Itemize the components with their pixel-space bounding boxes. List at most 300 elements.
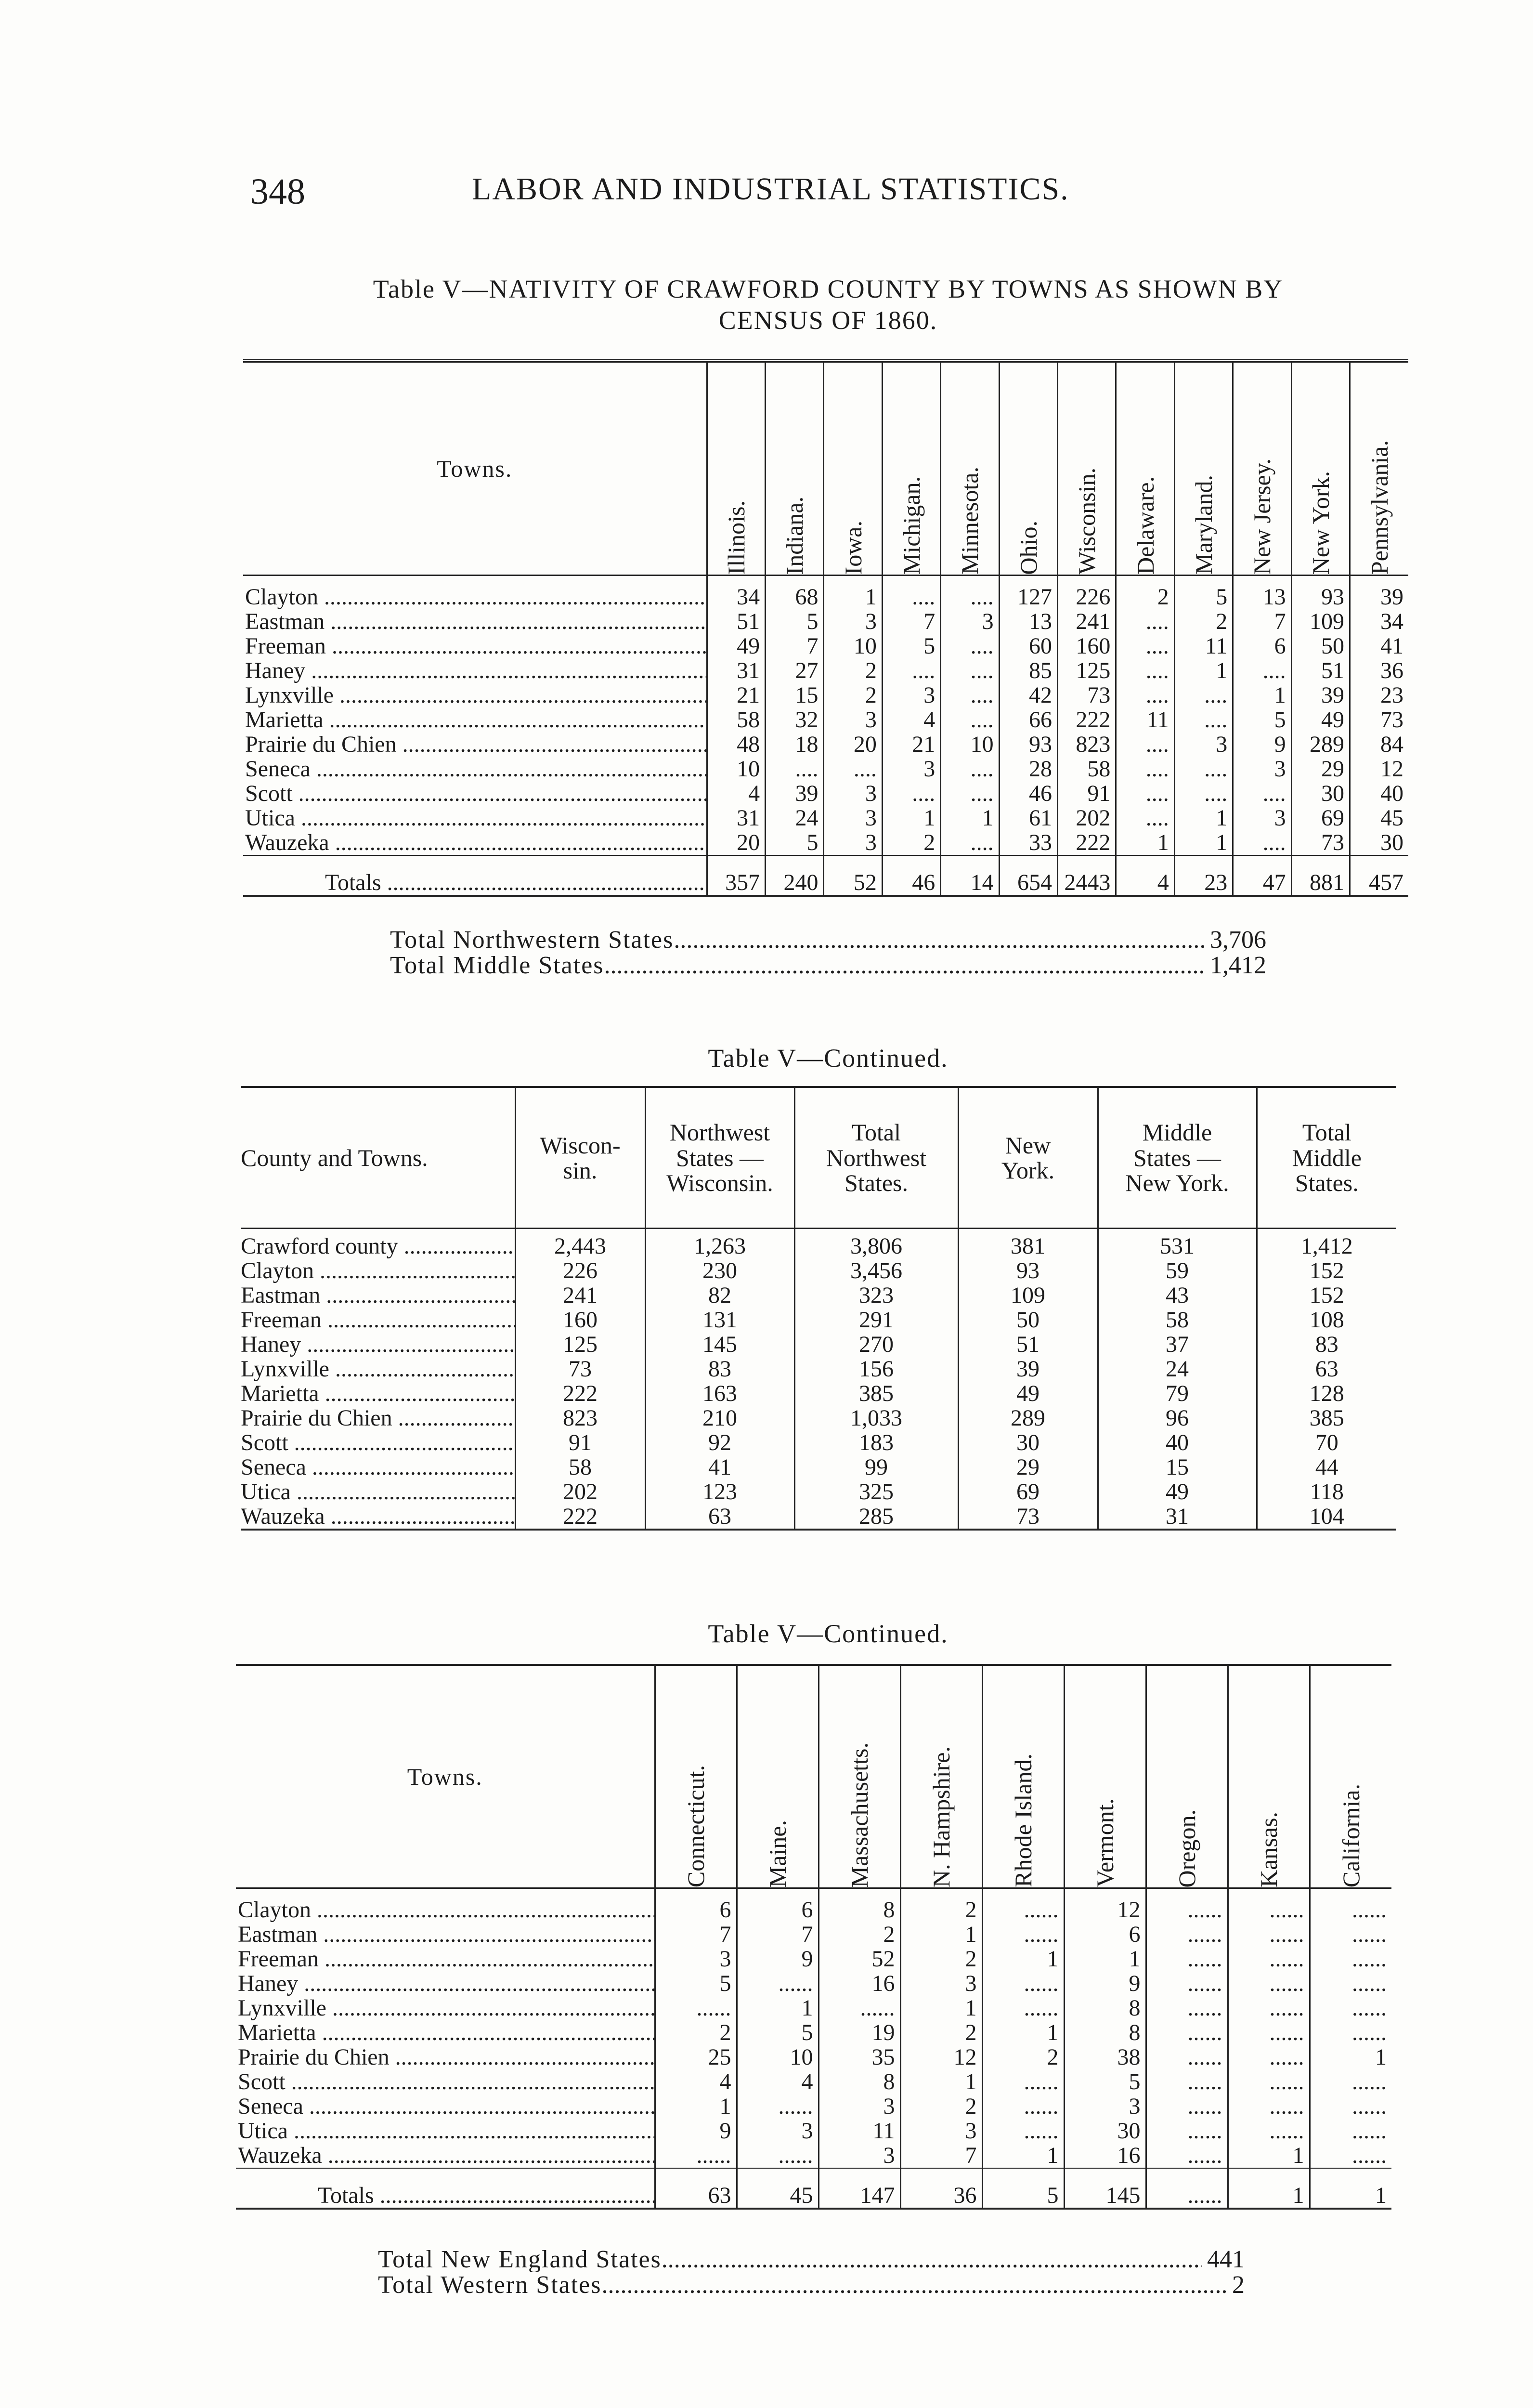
table-cell: 823 <box>515 1406 645 1430</box>
table-cell: 18 <box>766 732 824 757</box>
table-cell: ...... <box>1146 1898 1228 1922</box>
table-cell: 6 <box>737 1898 818 1922</box>
table-cell: 10 <box>941 732 999 757</box>
row-label-text: Lynxville <box>245 683 334 707</box>
table-cell: 84 <box>1350 732 1408 757</box>
table-row <box>241 1406 1396 1430</box>
table-cell: 69 <box>1291 806 1350 830</box>
table-cell: 1 <box>737 1996 818 2020</box>
table-cell: 25 <box>655 2045 737 2069</box>
table-cell: 3 <box>900 1971 982 1996</box>
table-cell: 7 <box>737 1922 818 1947</box>
column-header-label: Wisconsin. <box>1073 468 1101 575</box>
table-cell: 881 <box>1291 855 1350 896</box>
row-label-text: Lynxville <box>238 1996 326 2020</box>
table-cell: 226 <box>1058 585 1116 609</box>
table-row <box>243 806 1408 830</box>
table-row <box>236 1898 1391 1922</box>
summary-row <box>390 953 1266 978</box>
table-cell: ...... <box>982 1922 1064 1947</box>
leader-dots <box>311 1898 655 1922</box>
table-cell: 6 <box>1064 1922 1146 1947</box>
column-header <box>941 361 999 576</box>
table-cell: 230 <box>645 1258 794 1283</box>
summary-label-wrap <box>378 2247 1202 2272</box>
column-header <box>999 361 1057 576</box>
table-cell: 241 <box>1058 609 1116 634</box>
summary-label-wrap <box>390 953 1205 978</box>
row-label-cell <box>241 1357 515 1381</box>
table3-summary <box>378 2247 1245 2298</box>
table-row <box>243 585 1408 609</box>
table-cell: 531 <box>1098 1234 1257 1258</box>
leader-dots <box>311 757 707 781</box>
table-cell: 357 <box>707 855 765 896</box>
table-cell: 3,456 <box>794 1258 958 1283</box>
table-cell: 128 <box>1257 1381 1396 1406</box>
table-cell: 50 <box>958 1308 1098 1332</box>
table-cell: 58 <box>1098 1308 1257 1332</box>
column-header-label: Connecticut. <box>682 1765 709 1887</box>
table-cell: 127 <box>999 585 1057 609</box>
table3 <box>236 1664 1391 2210</box>
table-cell: .... <box>941 634 999 658</box>
table-cell: 45 <box>1350 806 1408 830</box>
table-cell: 73 <box>1350 707 1408 732</box>
column-header <box>818 1665 900 1888</box>
column-header <box>1228 1665 1310 1888</box>
table-cell: 4 <box>1116 855 1174 896</box>
table-cell: 4 <box>737 2069 818 2094</box>
table-cell: 83 <box>645 1357 794 1381</box>
table-cell: 69 <box>958 1479 1098 1504</box>
column-header <box>766 361 824 576</box>
table-cell: 202 <box>1058 806 1116 830</box>
table-cell: 93 <box>1291 585 1350 609</box>
column-header-label: Michigan. <box>898 476 925 575</box>
column-header <box>1116 361 1174 576</box>
table-cell: 147 <box>818 2168 900 2209</box>
column-header: Wiscon- sin. <box>515 1087 645 1229</box>
table-cell: 3 <box>1064 2094 1146 2119</box>
table-cell: ...... <box>737 1971 818 1996</box>
leader-dots <box>374 2183 655 2208</box>
table-cell: 23 <box>1174 855 1233 896</box>
table-row <box>236 1947 1391 1971</box>
table-cell: 3 <box>824 707 882 732</box>
table-cell: 104 <box>1257 1504 1396 1530</box>
summary-label: Total Northwestern States <box>390 927 674 953</box>
table1-grid <box>243 359 1408 897</box>
table-cell: ...... <box>1228 2045 1310 2069</box>
table-cell: 1 <box>900 2069 982 2094</box>
table-cell: 73 <box>515 1357 645 1381</box>
table-cell: 1 <box>1174 806 1233 830</box>
table-cell: 42 <box>999 683 1057 707</box>
table-cell: 5 <box>766 830 824 855</box>
table-cell: 183 <box>794 1430 958 1455</box>
table-cell: 3 <box>737 2119 818 2143</box>
table-cell: 7 <box>1233 609 1291 634</box>
table-cell: 15 <box>1098 1455 1257 1479</box>
column-header <box>1174 361 1233 576</box>
table-cell: 222 <box>1058 707 1116 732</box>
table-cell: 6 <box>655 1898 737 1922</box>
table-cell: 30 <box>1064 2119 1146 2143</box>
table-cell: 73 <box>958 1504 1098 1530</box>
table-cell: 2 <box>900 2094 982 2119</box>
column-header-label: Massachusetts. <box>846 1742 873 1887</box>
table-row <box>243 830 1408 855</box>
leader-dots <box>397 732 707 757</box>
table-cell: 5 <box>655 1971 737 1996</box>
leader-dots <box>317 1922 655 1947</box>
table-cell: 160 <box>515 1308 645 1332</box>
table-cell: 61 <box>999 806 1057 830</box>
row-label-text: Freeman <box>245 634 326 658</box>
column-header-label: New Jersey. <box>1248 458 1276 575</box>
row-label-text: Haney <box>238 1971 299 1996</box>
table-cell: 36 <box>1350 658 1408 683</box>
table-cell: 240 <box>766 855 824 896</box>
table-cell: 7 <box>766 634 824 658</box>
table-cell: 1 <box>882 806 940 830</box>
table-cell: 30 <box>958 1430 1098 1455</box>
row-label-text: Eastman <box>238 1922 318 1947</box>
column-header: Total Northwest States. <box>794 1087 958 1229</box>
table-row <box>243 757 1408 781</box>
table-cell: ...... <box>1310 1971 1391 1996</box>
table-cell: 160 <box>1058 634 1116 658</box>
leader-dots <box>322 2143 655 2168</box>
summary-label-wrap <box>390 927 1205 953</box>
table-cell: .... <box>941 757 999 781</box>
row-label-cell <box>241 1308 515 1332</box>
table-cell: ...... <box>1146 2143 1228 2168</box>
leader-dots <box>318 585 707 609</box>
table-cell: .... <box>941 683 999 707</box>
table-cell: ...... <box>1228 1898 1310 1922</box>
table-row <box>236 2143 1391 2168</box>
table-cell: 5 <box>766 609 824 634</box>
leader-dots <box>314 1258 515 1283</box>
table-cell: 5 <box>1174 585 1233 609</box>
leader-dots <box>322 1308 515 1332</box>
row-label <box>236 2143 655 2168</box>
table-cell: 73 <box>1058 683 1116 707</box>
column-header-label: California. <box>1337 1783 1364 1887</box>
table-cell: 63 <box>655 2168 737 2209</box>
summary-label: Total Western States <box>378 2272 602 2298</box>
table-row <box>241 1479 1396 1504</box>
row-label: Haney <box>241 1332 301 1357</box>
leader-dots <box>334 683 707 707</box>
table-cell: 2443 <box>1058 855 1116 896</box>
table-cell: 3 <box>824 806 882 830</box>
table-cell: 2 <box>900 1947 982 1971</box>
table-cell: .... <box>941 585 999 609</box>
row-label-text: Scott <box>245 781 293 806</box>
column-header-label: Oregon. <box>1173 1809 1200 1887</box>
table-cell: 44 <box>1257 1455 1396 1479</box>
table-cell: 1 <box>900 1922 982 1947</box>
table-cell: .... <box>1174 707 1233 732</box>
leader-dots <box>306 1455 515 1479</box>
table-cell: 1 <box>982 1947 1064 1971</box>
table-cell: 63 <box>645 1504 794 1530</box>
table-cell: 12 <box>1064 1898 1146 1922</box>
table-cell: 49 <box>707 634 765 658</box>
table-cell: 202 <box>515 1479 645 1504</box>
table-cell: .... <box>882 658 940 683</box>
leader-dots <box>326 1996 655 2020</box>
table-cell: 323 <box>794 1283 958 1308</box>
row-label <box>243 830 707 855</box>
column-header <box>1310 1665 1391 1888</box>
row-label-cell <box>241 1455 515 1479</box>
leader-dots <box>662 2247 1202 2272</box>
table-cell: ...... <box>1228 1996 1310 2020</box>
column-header-label: N. Hampshire. <box>928 1746 955 1887</box>
table-cell: 52 <box>818 1947 900 1971</box>
table-row <box>241 1308 1396 1332</box>
stub-header: County and Towns. <box>241 1087 515 1229</box>
table-cell: 39 <box>958 1357 1098 1381</box>
table-row <box>241 1283 1396 1308</box>
table-cell: 30 <box>1350 830 1408 855</box>
table-cell: 156 <box>794 1357 958 1381</box>
table-cell: ...... <box>655 1996 737 2020</box>
row-label-cell <box>241 1234 515 1258</box>
row-label <box>236 1971 655 1996</box>
table-cell: ...... <box>1146 2119 1228 2143</box>
table-cell: 2 <box>824 683 882 707</box>
column-header-label: Vermont. <box>1091 1798 1118 1887</box>
table-cell: 457 <box>1350 855 1408 896</box>
column-header-label: Minnesota. <box>956 467 984 575</box>
table-cell: 108 <box>1257 1308 1396 1332</box>
row-label-text: Marietta <box>238 2020 316 2045</box>
table-cell: 33 <box>999 830 1057 855</box>
table-cell: 222 <box>515 1504 645 1530</box>
leader-dots <box>303 2094 655 2119</box>
column-header-label: Rhode Island. <box>1010 1754 1037 1887</box>
table-cell: ...... <box>1146 2045 1228 2069</box>
table-cell: 20 <box>824 732 882 757</box>
table-cell: ...... <box>1228 1971 1310 1996</box>
row-label <box>243 855 707 896</box>
row-label-text: Clayton <box>245 585 318 609</box>
table-row <box>236 2069 1391 2094</box>
row-label-text: Marietta <box>245 707 324 732</box>
column-header-label: Iowa. <box>839 520 867 575</box>
column-header-label: New York. <box>1307 471 1334 575</box>
table-cell: 152 <box>1257 1258 1396 1283</box>
table-cell: 125 <box>515 1332 645 1357</box>
table-cell: ...... <box>1310 2094 1391 2119</box>
table-row <box>241 1504 1396 1530</box>
row-label-cell <box>241 1406 515 1430</box>
table-cell: 285 <box>794 1504 958 1530</box>
column-header <box>1350 361 1408 576</box>
table-row <box>243 609 1408 634</box>
table-cell: 23 <box>1350 683 1408 707</box>
leader-dots <box>329 830 707 855</box>
table-cell: 325 <box>794 1479 958 1504</box>
table-cell: 79 <box>1098 1381 1257 1406</box>
table-cell: 226 <box>515 1258 645 1283</box>
table-cell: 5 <box>982 2168 1064 2209</box>
table-cell: 145 <box>1064 2168 1146 2209</box>
column-header <box>737 1665 818 1888</box>
table-cell: 1 <box>941 806 999 830</box>
summary-row <box>390 927 1266 953</box>
table-cell: 3 <box>824 781 882 806</box>
table-cell: 58 <box>707 707 765 732</box>
row-label-text: Prairie du Chien <box>245 732 397 757</box>
table-row <box>241 1258 1396 1283</box>
table-cell: 3 <box>824 830 882 855</box>
table-cell: 2,443 <box>515 1234 645 1258</box>
row-label-text: Seneca <box>238 2094 303 2119</box>
row-label-text: Seneca <box>245 757 311 781</box>
leader-dots <box>392 1406 515 1430</box>
table-cell: 31 <box>707 658 765 683</box>
table-cell: ...... <box>1228 1922 1310 1947</box>
table-cell: 40 <box>1098 1430 1257 1455</box>
table-row <box>243 732 1408 757</box>
table-row <box>243 707 1408 732</box>
row-label-text: Eastman <box>245 609 325 634</box>
table-cell: 92 <box>645 1430 794 1455</box>
column-header <box>982 1665 1064 1888</box>
table-cell: 32 <box>766 707 824 732</box>
table-cell: 11 <box>818 2119 900 2143</box>
table-cell: .... <box>1233 830 1291 855</box>
table-cell: ...... <box>1228 2020 1310 2045</box>
table-cell: 1 <box>1310 2045 1391 2069</box>
table-cell: 14 <box>941 855 999 896</box>
table-cell: 91 <box>515 1430 645 1455</box>
table-row <box>243 634 1408 658</box>
row-label <box>236 1947 655 1971</box>
row-label-cell <box>241 1381 515 1406</box>
table-cell: 39 <box>1350 585 1408 609</box>
table-cell: 96 <box>1098 1406 1257 1430</box>
row-label: Prairie du Chien <box>241 1406 392 1430</box>
table-cell: .... <box>766 757 824 781</box>
table-row <box>236 1996 1391 2020</box>
column-header <box>824 361 882 576</box>
table-cell: 1 <box>1228 2143 1310 2168</box>
table-cell: 68 <box>766 585 824 609</box>
table-cell: ...... <box>1310 1898 1391 1922</box>
page-number: 348 <box>250 171 305 212</box>
table-row <box>243 781 1408 806</box>
row-label-text: Wauzeka <box>245 830 329 855</box>
table-cell: 31 <box>1098 1504 1257 1530</box>
table-cell: 9 <box>1064 1971 1146 1996</box>
table-cell: 46 <box>999 781 1057 806</box>
table-row <box>241 1332 1396 1357</box>
row-label <box>243 658 707 683</box>
leader-dots <box>305 658 707 683</box>
table-cell: ...... <box>1228 1947 1310 1971</box>
table-cell: 8 <box>1064 1996 1146 2020</box>
row-label-text: Scott <box>238 2069 286 2094</box>
leader-dots <box>325 1504 515 1529</box>
column-header-label: Illinois. <box>722 500 750 575</box>
table-cell: ...... <box>1146 2094 1228 2119</box>
table-cell: 35 <box>818 2045 900 2069</box>
stub-header: Towns. <box>243 361 707 576</box>
leader-dots <box>293 781 707 806</box>
row-label-cell <box>241 1332 515 1357</box>
row-label: Eastman <box>241 1283 321 1308</box>
column-header <box>1146 1665 1228 1888</box>
table-cell: 163 <box>645 1381 794 1406</box>
table-cell: 5 <box>1233 707 1291 732</box>
table-row <box>241 1357 1396 1381</box>
table-cell: ...... <box>982 2094 1064 2119</box>
table1-caption-line1: Table V—NATIVITY OF CRAWFORD COUNTY BY TOWNS AS SHOWN BY <box>373 275 1284 303</box>
row-label <box>236 2094 655 2119</box>
column-header-label: Maryland. <box>1190 475 1217 575</box>
table-cell: 49 <box>958 1381 1098 1406</box>
row-label <box>236 2168 655 2209</box>
table-cell: ...... <box>1146 2069 1228 2094</box>
table-cell: 2 <box>818 1922 900 1947</box>
table-cell: 19 <box>818 2020 900 2045</box>
table-cell: ...... <box>1146 1996 1228 2020</box>
table-cell: 50 <box>1291 634 1350 658</box>
row-label <box>243 585 707 609</box>
table-cell: 3 <box>882 757 940 781</box>
column-header <box>1064 1665 1146 1888</box>
column-header <box>1291 361 1350 576</box>
table-cell: 46 <box>882 855 940 896</box>
table-cell: ...... <box>1146 2020 1228 2045</box>
table-cell: 270 <box>794 1332 958 1357</box>
table-cell: 16 <box>1064 2143 1146 2168</box>
table1 <box>243 359 1408 897</box>
row-label <box>236 1922 655 1947</box>
table-cell: 29 <box>958 1455 1098 1479</box>
table-cell: 2 <box>900 1898 982 1922</box>
table2 <box>241 1086 1396 1531</box>
table-cell: 49 <box>1098 1479 1257 1504</box>
summary-row <box>378 2272 1245 2298</box>
table-cell: 37 <box>1098 1332 1257 1357</box>
table-cell: 13 <box>1233 585 1291 609</box>
table-cell: ...... <box>1228 2094 1310 2119</box>
row-label-cell <box>241 1430 515 1455</box>
table-cell: 222 <box>515 1381 645 1406</box>
table-cell: 10 <box>707 757 765 781</box>
table-cell: .... <box>824 757 882 781</box>
table-cell: 6 <box>1233 634 1291 658</box>
table-cell: 27 <box>766 658 824 683</box>
row-label <box>243 634 707 658</box>
table-cell: 1,263 <box>645 1234 794 1258</box>
leader-dots <box>286 2069 655 2094</box>
table-cell: 109 <box>958 1283 1098 1308</box>
leader-dots <box>324 707 707 732</box>
table-cell: 13 <box>999 609 1057 634</box>
table-cell: 38 <box>1064 2045 1146 2069</box>
summary-value: 1,412 <box>1210 952 1266 980</box>
leader-dots <box>325 609 707 634</box>
